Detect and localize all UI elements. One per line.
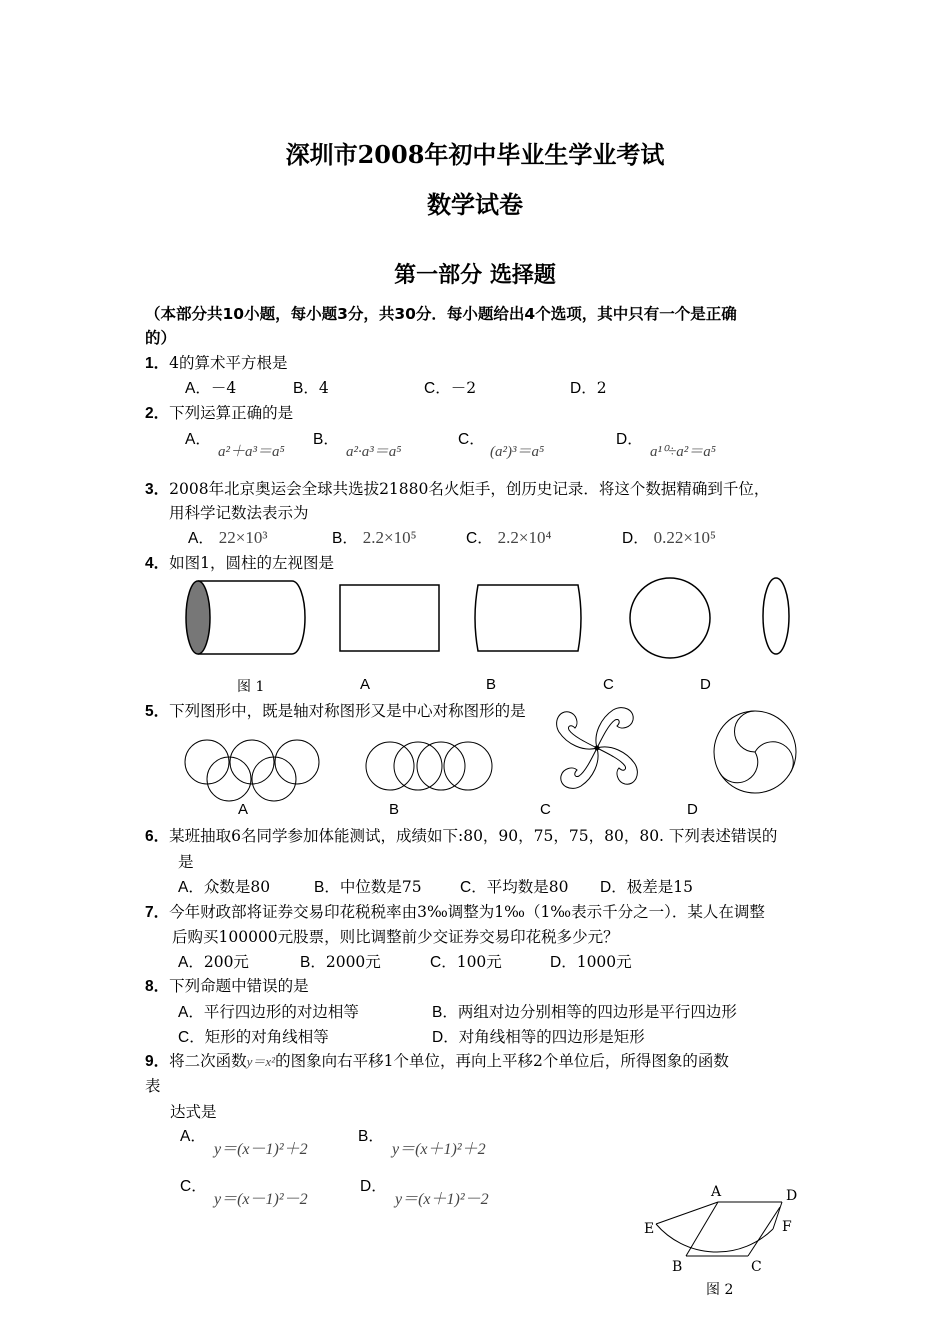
fig2-point-f: F: [782, 1219, 792, 1235]
fig2-caption: 图 2: [706, 1282, 734, 1298]
question-5: 5．下列图形中，既是轴对称图形又是中心对称图形的是: [145, 702, 526, 720]
q2-option-d-label: D．: [616, 431, 643, 448]
question-9-line2: 表: [145, 1077, 161, 1095]
fig2-point-e: E: [644, 1221, 655, 1237]
section-title: 第一部分 选择题: [394, 262, 556, 288]
q7-option-d: D．1000元: [550, 953, 632, 971]
question-6-line2: 是: [178, 853, 194, 871]
question-2: 2．下列运算正确的是: [145, 404, 294, 422]
q6-option-b: B．中位数是75: [314, 878, 422, 896]
q7-option-b: B．2000元: [300, 953, 381, 971]
q2-option-a-label: A．: [185, 431, 211, 448]
q9-option-b: y＝(x＋1)²＋2: [392, 1141, 486, 1158]
q6-option-d: D．极差是15: [600, 878, 693, 896]
fig1-caption: 图 1: [237, 679, 265, 695]
q7-option-a: A．200元: [178, 953, 249, 971]
q2-option-c: (a²)³＝a⁵: [490, 444, 545, 460]
q6-option-a: A．众数是80: [178, 878, 271, 896]
q2-option-a: a²＋a³＝a⁵: [218, 444, 285, 460]
q8-option-c: C．矩形的对角线相等: [178, 1028, 329, 1046]
q7-option-c: C．100元: [430, 953, 502, 971]
exam-subtitle: 数学试卷: [427, 190, 523, 219]
q9-option-d: y＝(x＋1)²－2: [395, 1191, 489, 1208]
q1-option-c: C．－2: [424, 379, 477, 397]
q5-label-b: B: [389, 801, 400, 818]
question-3: 3．2008年北京奥运会全球共选拔21880名火炬手，创历史记录．将这个数据精确到千位，: [145, 480, 770, 498]
fig2-point-d: D: [786, 1188, 798, 1204]
question-number: 1．: [145, 355, 170, 372]
q6-option-c: C．平均数是80: [460, 878, 569, 896]
fig2-point-c: C: [751, 1259, 762, 1275]
section-note-line2: 的）: [145, 329, 177, 347]
q9-option-c: y＝(x－1)²－2: [214, 1191, 308, 1208]
q9-option-b-label: B．: [358, 1128, 384, 1145]
q4-label-c: C: [603, 676, 614, 693]
q9-formula: y＝x²: [246, 1054, 276, 1069]
fig2-point-b: B: [672, 1259, 683, 1275]
q9-option-a-label: A．: [180, 1128, 206, 1145]
fig2-arc: [656, 1224, 773, 1252]
exam-title: 深圳市2008年初中毕业生学业考试: [285, 140, 665, 169]
section-note-line1: （本部分共10小题，每小题3分，共30分．每小题给出4个选项，其中只有一个是正确: [145, 305, 737, 323]
q9-option-a: y＝(x－1)²＋2: [214, 1141, 308, 1158]
q1-option-b: B．4: [293, 379, 329, 397]
question-9: 9．将二次函数y＝x²的图象向右平移1个单位，再向上平移2个单位后，所得图象的函数: [145, 1052, 729, 1070]
q1-option-a: A．－4: [185, 379, 237, 397]
q3-option-b: B． 2.2×10⁵: [332, 528, 417, 547]
q5-label-c: C: [540, 801, 551, 818]
q1-option-d: D．2: [570, 379, 607, 397]
q4-label-a: A: [360, 676, 371, 693]
question-7: 7．今年财政部将证券交易印花税税率由3‰调整为1‰（1‰表示千分之一）．某人在调整: [145, 903, 765, 921]
q9-option-c-label: C．: [180, 1178, 207, 1195]
q8-option-a: A．平行四边形的对边相等: [178, 1003, 359, 1021]
q5-label-a: A: [238, 801, 249, 818]
question-9-line3: 达式是: [170, 1103, 217, 1121]
question-7-line2: 后购买100000元股票，则比调整前少交证券交易印花税多少元？: [172, 928, 619, 946]
question-4: 4．如图1，圆柱的左视图是: [145, 554, 334, 572]
q2-option-b: a²·a³＝a⁵: [346, 444, 402, 460]
q3-option-d: D． 0.22×10⁵: [622, 528, 716, 547]
q3-option-c: C． 2.2×10⁴: [466, 528, 552, 547]
question-text: 4的算术平方根是: [169, 354, 288, 372]
q9-option-d-label: D．: [360, 1178, 387, 1195]
q4-label-d: D: [700, 676, 711, 693]
q8-option-d: D．对角线相等的四边形是矩形: [432, 1028, 645, 1046]
q8-option-b: B．两组对边分别相等的四边形是平行四边形: [432, 1003, 737, 1021]
question-3-line2: 用科学记数法表示为: [169, 504, 309, 522]
q4-label-b: B: [486, 676, 497, 693]
q2-option-b-label: B．: [313, 431, 339, 448]
q2-option-c-label: C．: [458, 431, 485, 448]
fig2-point-a: A: [711, 1184, 722, 1200]
question-6: 6．某班抽取6名同学参加体能测试，成绩如下:80，90，75，75，80，80. 下列表述错误的: [145, 827, 778, 845]
q5-label-d: D: [687, 801, 698, 818]
q2-option-d: a¹⁰÷a²＝a⁵: [650, 444, 716, 460]
question-8: 8．下列命题中错误的是: [145, 977, 309, 995]
q3-option-a: A． 22×10³: [188, 528, 268, 547]
